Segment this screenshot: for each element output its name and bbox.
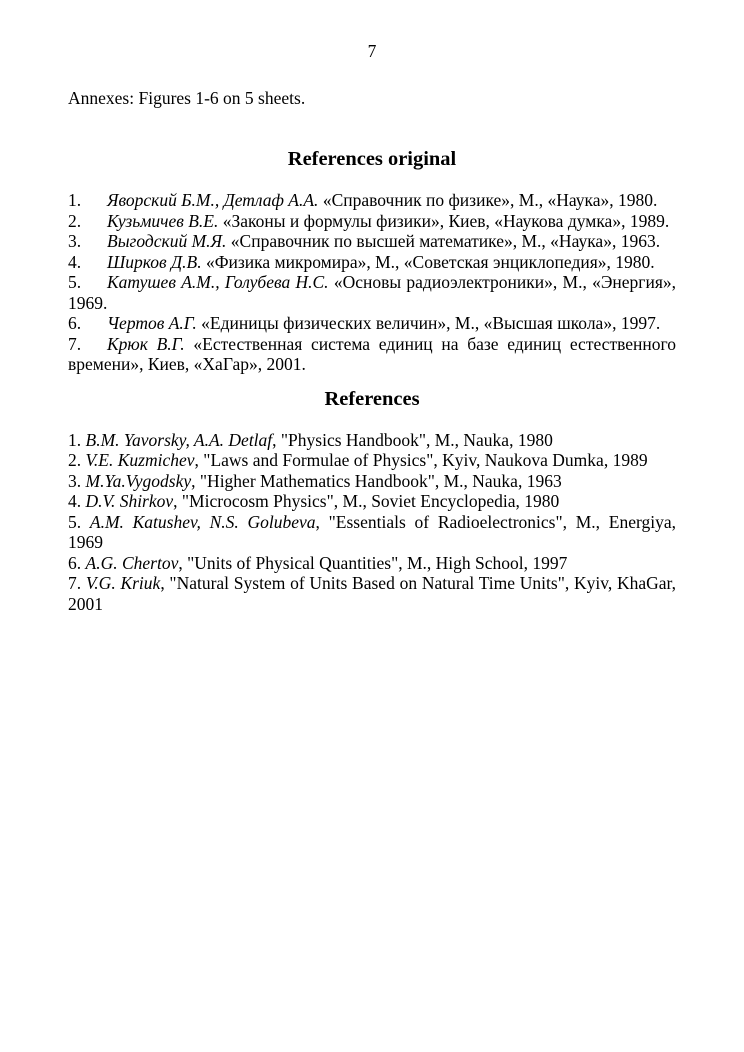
reference-item-en-2 [68,450,676,471]
references-list [68,430,676,615]
reference-number: 1. [68,190,82,210]
reference-text: «Справочник по физике», М., «Наука», 1980. [322,190,658,210]
reference-text: , "Microcosm Physics", M., Soviet Encyclopedia, 1980 [173,491,560,511]
annexes-line: Annexes: Figures 1-6 on 5 sheets. [68,87,306,108]
reference-number: 6. [68,552,82,573]
references-heading: References [324,387,420,410]
reference-item-ru-3 [68,231,676,252]
reference-number: 5. [68,511,82,532]
reference-authors: M.Ya.Vygodsky [85,470,192,491]
reference-authors: B.M. Yavorsky, A.A. Detlaf [85,429,273,450]
reference-item-ru-2 [68,211,676,232]
reference-text: «Основы радиоэлектроники», М., «Энергия», 1969. [68,272,676,313]
reference-authors: A.G. Chertov [85,552,179,573]
reference-text: «Естественная система единиц на базе единиц естественного времени», Киев, «ХаГар», 2001. [68,333,676,374]
reference-number: 3. [68,231,82,251]
reference-number: 4. [68,251,82,272]
reference-text: «Законы и формулы физики», Киев, «Наукова думка», 1989. [222,210,670,231]
reference-text: «Физика микромира», М., «Советская энциклопедия», 1980. [205,251,655,272]
reference-item-en-6 [68,553,676,574]
reference-number: 3. [68,470,82,491]
reference-number: 6. [68,313,82,333]
reference-item-ru-6 [68,313,676,334]
reference-text: «Единицы физических величин», М., «Высшая школа», 1997. [201,313,661,333]
reference-authors: Выгодский М.Я. [107,231,227,251]
reference-text: , "Essentials of Radioelectronics", M., Energiya, 1969 [68,511,676,552]
reference-text: , "Units of Physical Quantities", M., High School, 1997 [178,552,568,573]
reference-item-en-1 [68,430,676,451]
reference-number: 7. [68,573,82,593]
reference-item-ru-7 [68,334,676,375]
reference-item-ru-1 [68,190,676,211]
reference-authors: V.G. Kriuk [85,573,161,593]
reference-authors: Катушев А.М., Голубева Н.С. [107,272,329,292]
reference-authors: V.E. Kuzmichev [85,450,195,470]
references-original-heading: References original [287,148,457,170]
reference-authors: A.M. Katushev, N.S. Golubeva [89,511,316,532]
reference-number: 5. [68,272,82,292]
references-original-list [68,190,676,375]
reference-item-ru-5 [68,272,676,313]
reference-item-en-4 [68,491,676,512]
reference-text: , "Physics Handbook", M., Nauka, 1980 [272,429,553,450]
reference-item-en-5 [68,512,676,553]
reference-text: «Справочник по высшей математике», М., «Наука», 1963. [230,231,661,251]
reference-number: 2. [68,450,82,470]
reference-authors: D.V. Shirkov [85,491,174,511]
reference-authors: Крюк В.Г. [107,333,185,354]
reference-authors: Яворский Б.М., Детлаф А.А. [107,190,319,210]
reference-item-en-3 [68,471,676,492]
reference-number: 2. [68,210,82,231]
reference-item-ru-4 [68,252,676,273]
reference-text: , "Higher Mathematics Handbook", M., Nauka, 1963 [191,470,562,491]
reference-number: 1. [68,429,82,450]
reference-item-en-7 [68,573,676,614]
reference-authors: Ширков Д.В. [107,251,202,272]
reference-number: 4. [68,491,82,511]
reference-text: , "Laws and Formulae of Physics", Kyiv, Naukova Dumka, 1989 [194,450,648,470]
reference-authors: Кузьмичев В.Е. [107,210,219,231]
reference-text: , "Natural System of Units Based on Natural Time Units", Kyiv, KhaGar, 2001 [68,573,677,614]
reference-authors: Чертов А.Г. [107,313,197,333]
page-number: 7 [367,41,377,61]
reference-number: 7. [68,333,82,354]
